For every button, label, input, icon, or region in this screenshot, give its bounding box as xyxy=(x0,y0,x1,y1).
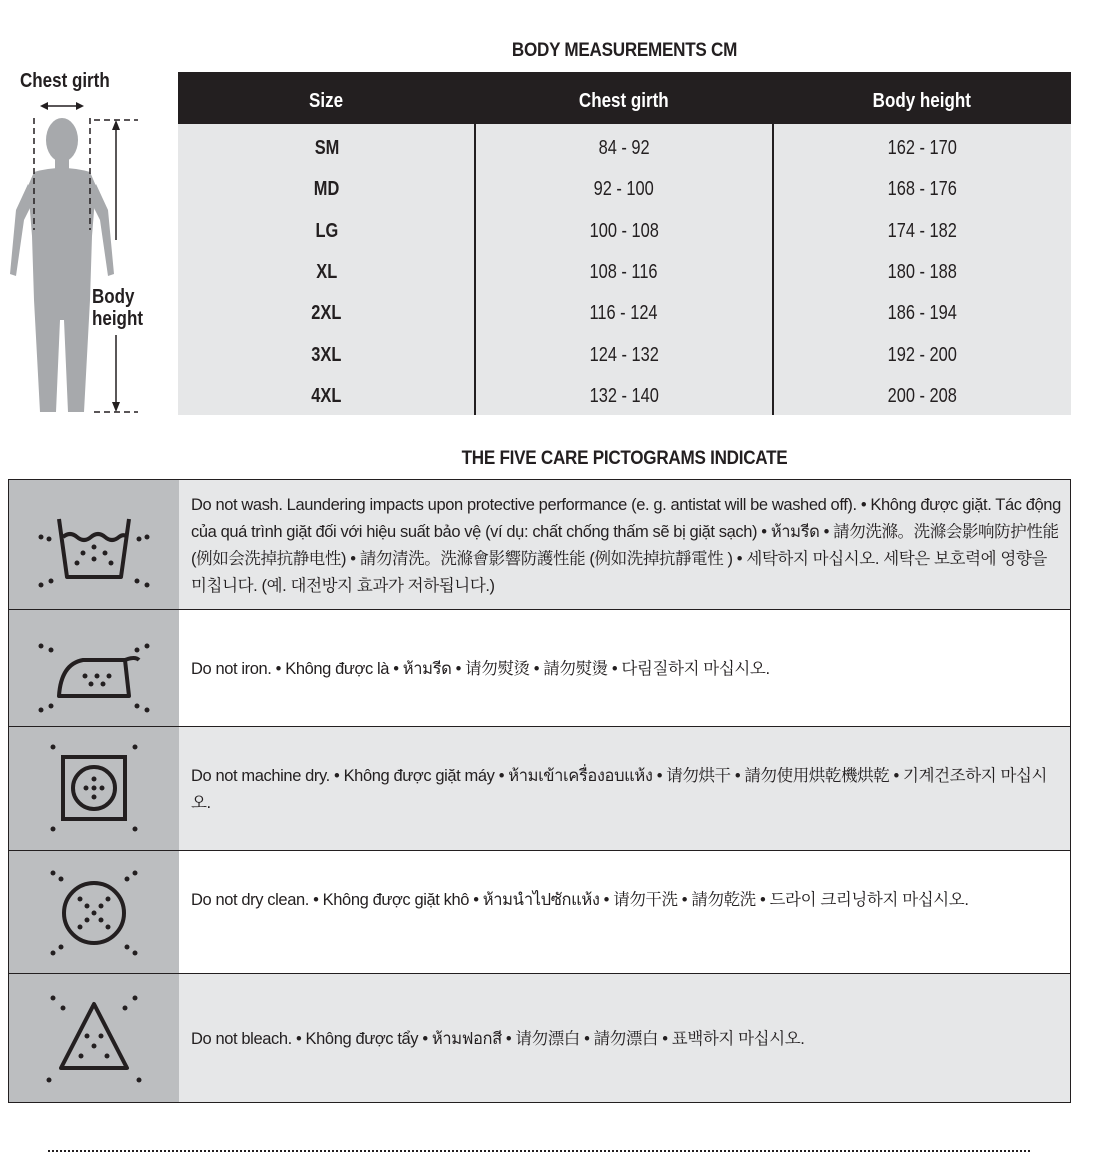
header-size: Size xyxy=(309,90,344,112)
chest-cell: 132 - 140 xyxy=(589,385,659,407)
body-height-label-line2: height xyxy=(92,308,143,330)
size-cell: XL xyxy=(316,261,337,283)
chest-cell: 124 - 132 xyxy=(589,344,659,366)
body-silhouette-icon xyxy=(0,60,178,420)
care-text-dry-clean: Do not dry clean. • Không được giặt khô • ห้ามนำไปซักแห้ง • 请勿干洗 • 請勿乾洗 • 드라이 크리닝하지 마십시오. xyxy=(191,891,969,909)
measurements-title: BODY MEASUREMENTS CM xyxy=(511,40,738,61)
care-table xyxy=(8,479,1071,1103)
size-cell: 2XL xyxy=(311,302,342,324)
icon-cell xyxy=(9,851,179,974)
height-cell: 200 - 208 xyxy=(887,385,957,407)
table-header xyxy=(178,72,1071,124)
dotted-divider xyxy=(48,1150,1030,1152)
table-row xyxy=(178,333,1071,374)
care-row-wash xyxy=(8,479,1071,611)
body-figure xyxy=(0,60,178,420)
body-height-label-line1: Body xyxy=(92,286,135,308)
table-row xyxy=(178,167,1071,208)
care-text-tumble-dry: Do not machine dry. • Không được giặt máy • ห้ามเข้าเครื่องอบแห้ง • 请勿烘干 • 請勿使用烘乾機烘乾 • 기계건조하지 마십시오. xyxy=(191,767,1048,812)
height-cell: 192 - 200 xyxy=(887,344,957,366)
icon-cell xyxy=(9,974,179,1102)
care-title: THE FIVE CARE PICTOGRAMS INDICATE xyxy=(461,448,788,469)
do-not-wash-icon xyxy=(31,497,157,593)
care-text-bleach: Do not bleach. • Không được tẩy • ห้ามฟอกสี • 请勿漂白 • 請勿漂白 • 표백하지 마십시오. xyxy=(191,1030,805,1048)
table-row xyxy=(178,209,1071,250)
measurements-table xyxy=(178,72,1071,415)
height-cell: 168 - 176 xyxy=(887,178,957,200)
size-cell: SM xyxy=(314,137,339,159)
table-body xyxy=(178,124,1071,415)
icon-cell xyxy=(9,610,179,727)
do-not-dry-clean-icon xyxy=(31,865,157,961)
table-row xyxy=(178,374,1071,415)
icon-cell xyxy=(9,727,179,851)
table-row xyxy=(178,250,1071,291)
care-row-bleach xyxy=(8,973,1071,1103)
height-cell: 162 - 170 xyxy=(887,137,957,159)
chest-cell: 84 - 92 xyxy=(598,137,650,159)
chest-cell: 92 - 100 xyxy=(593,178,655,200)
chest-girth-label: Chest girth xyxy=(20,70,110,92)
size-cell: 3XL xyxy=(311,344,342,366)
height-cell: 174 - 182 xyxy=(887,220,957,242)
care-row-dry-clean xyxy=(8,850,1071,975)
care-text-iron: Do not iron. • Không được là • ห้ามรีด • 请勿熨烫 • 請勿熨燙 • 다림질하지 마십시오. xyxy=(191,660,770,678)
height-cell: 186 - 194 xyxy=(887,302,957,324)
header-chest-girth: Chest girth xyxy=(579,90,669,112)
height-cell: 180 - 188 xyxy=(887,261,957,283)
header-body-height: Body height xyxy=(872,90,972,112)
chest-cell: 116 - 124 xyxy=(589,302,659,324)
care-text-wash: Do not wash. Laundering impacts upon protective performance (e. g. antistat will be washed off). • Không được giặt. Tác động của quá trình giặt đối với hiệu suất bảo vệ (ví dụ: chất chống thấm sẽ bị giặt sạch) • ห้ามรีด • 請勿洗滌。洗滌会影响防护性能 (例如会洗掉抗静电性) • 請勿清洗。洗滌會影響防護性能 (例如洗掉抗靜電性 ) • 세탁하지 마십시오. 세탁은 보호력에 영향을 미칩니다. (예. 대전방지 효과가 저하됩니다.) xyxy=(191,496,1061,595)
table-row xyxy=(178,126,1071,167)
chest-cell: 108 - 116 xyxy=(589,261,659,283)
size-cell: LG xyxy=(315,220,338,242)
do-not-tumble-dry-icon xyxy=(31,741,157,837)
care-row-tumble-dry xyxy=(8,726,1071,852)
size-cell: 4XL xyxy=(311,385,342,407)
do-not-bleach-icon xyxy=(31,990,157,1086)
chest-cell: 100 - 108 xyxy=(589,220,659,242)
column-divider xyxy=(474,72,476,415)
icon-cell xyxy=(9,480,179,610)
care-row-iron xyxy=(8,609,1071,728)
size-cell: MD xyxy=(313,178,340,200)
table-row xyxy=(178,291,1071,332)
do-not-iron-icon xyxy=(31,620,157,716)
column-divider xyxy=(772,72,774,415)
